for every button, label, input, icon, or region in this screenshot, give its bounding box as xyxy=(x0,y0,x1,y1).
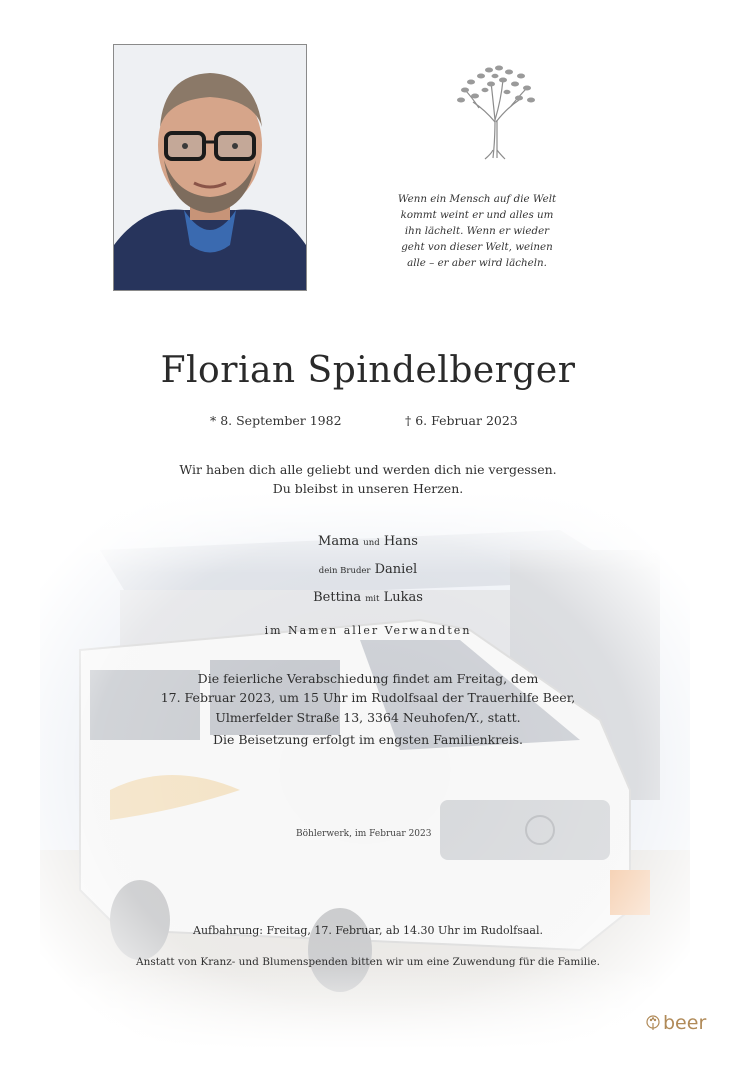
poem-line: geht von dieser Welt, weinen xyxy=(401,241,553,253)
ceremony-line: Ulmerfelder Straße 13, 3364 Neuhofen/Y., statt. xyxy=(215,710,521,725)
family-connector: dein Bruder xyxy=(318,566,371,576)
portrait-photo xyxy=(113,44,307,291)
flowers-note: Anstatt von Kranz- und Blumenspenden bitten wir um eine Zuwendung für die Familie. xyxy=(136,956,600,968)
birth-date: * 8. September 1982 xyxy=(210,413,342,428)
laying-out-note: Aufbahrung: Freitag, 17. Februar, ab 14.30 Uhr im Rudolfsaal. xyxy=(193,924,543,937)
logo-text: beer xyxy=(663,1012,707,1034)
place-date: Böhlerwerk, im Februar 2023 xyxy=(296,829,432,839)
poem xyxy=(392,191,562,271)
family-connector: mit xyxy=(365,594,380,604)
family-connector: und xyxy=(363,538,380,548)
farewell-line: Wir haben dich alle geliebt und werden dich nie vergessen. xyxy=(179,462,557,477)
death-date: † 6. Februar 2023 xyxy=(405,413,518,428)
poem-line: Wenn ein Mensch auf die Welt xyxy=(397,193,557,205)
family-name: Mama xyxy=(318,534,360,549)
tree-icon xyxy=(445,60,545,160)
deceased-name: Florian Spindelberger xyxy=(160,350,576,391)
family-name: Lukas xyxy=(383,590,423,605)
ceremony-line: Die Beisetzung erfolgt im engsten Familienkreis. xyxy=(212,732,524,747)
poem-line: ihn lächelt. Wenn er wieder xyxy=(404,225,550,237)
ceremony-line: Die feierliche Verabschiedung findet am Freitag, dem xyxy=(197,671,539,686)
relatives-line: im Namen aller Verwandten xyxy=(264,624,472,637)
family-row xyxy=(0,590,736,605)
family-name: Hans xyxy=(383,534,418,549)
family-name: Bettina xyxy=(313,590,362,605)
tree-logo-icon xyxy=(645,1015,661,1031)
family-row xyxy=(0,534,736,549)
family-row xyxy=(0,562,736,577)
farewell-line: Du bleibst in unseren Herzen. xyxy=(272,481,464,496)
family-name: Daniel xyxy=(374,562,418,577)
beer-logo xyxy=(645,1010,706,1036)
poem-line: alle – er aber wird lächeln. xyxy=(407,257,547,269)
ceremony-line: 17. Februar 2023, um 15 Uhr im Rudolfsaal der Trauerhilfe Beer, xyxy=(160,690,576,705)
poem-line: kommt weint er und alles um xyxy=(400,209,554,221)
